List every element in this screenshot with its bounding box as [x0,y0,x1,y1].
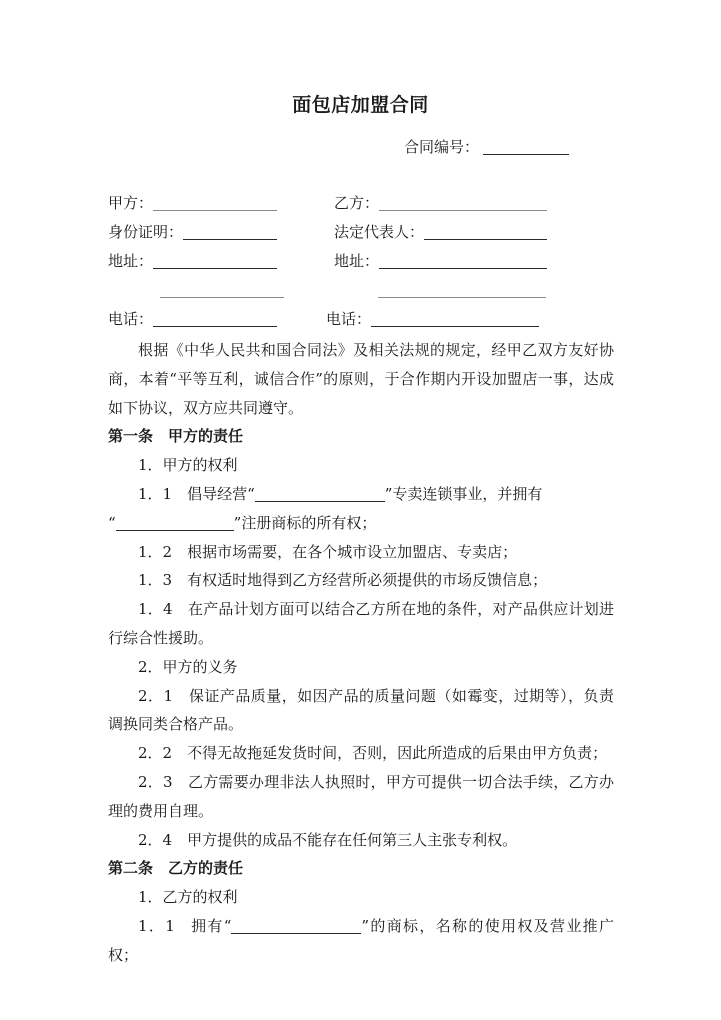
party-b-address-field [334,251,547,271]
party-a-address-line2-input[interactable] [160,297,284,298]
party-b-name-field [334,193,547,213]
contract-number-label: 合同编号： [404,138,480,156]
party-b-name-input[interactable] [379,210,547,211]
party-b-phone-field [326,309,539,329]
party-a-phone-input[interactable] [153,326,277,327]
party-b-address-label: 地址： [334,252,380,270]
clause-1-3: 1．3 有权适时地得到乙方经营所必须提供的市场反馈信息； [138,571,548,590]
party-a-name-field [108,193,277,213]
clause-1-1-text-d: ”注册商标的所有权； [233,513,377,532]
clause-1-2: 1．2 根据市场需要，在各个城市设立加盟店、专卖店； [138,542,518,561]
section-1-duties-title: 2．甲方的义务 [138,657,238,676]
table-row [0,193,721,222]
section-2-rights-title: 1．乙方的权利 [138,888,238,907]
clause-1-1-text-b: ”专卖连锁事业，并拥有 [384,484,543,503]
party-a-address-field [108,251,277,271]
party-b-address-line2-input[interactable] [378,297,546,298]
party-a-name-input[interactable] [153,210,277,211]
party-a-phone-label: 电话： [108,310,154,328]
table-row [0,222,721,251]
section-1-rights-title: 1．甲方的权利 [138,456,238,475]
party-b-phone-input[interactable] [371,326,539,327]
party-b-address-line2-field [378,280,546,300]
party-a-address-input[interactable] [153,268,277,269]
clause-2-3: 2．3 乙方需要办理非法人执照时，甲方可提供一切合法手续，乙方办理的费用自理。 [108,772,614,820]
contract-number-input[interactable] [483,154,569,155]
clause-1-1-text-a: 倡导经营“ [187,484,255,503]
clause-1-1-blank-2[interactable] [116,530,234,531]
table-row [0,309,721,338]
party-b-address-input[interactable] [379,268,547,269]
table-row [0,280,721,309]
clause-1-1-text-c: “ [108,513,116,532]
contract-body [108,336,614,970]
clause-1-4: 1．4 在产品计划方面可以结合乙方所在地的条件，对产品供应计划进行综合性援助。 [108,600,614,647]
clause-2-2: 2．2 不得无故拖延发货时间，否则，因此所造成的后果由甲方负责； [138,744,608,763]
party-a-name-label: 甲方： [108,194,154,212]
clause-b-1-1 [108,912,614,970]
page-title: 面包店加盟合同 [292,94,429,116]
clause-b-1-1-blank[interactable] [231,933,361,934]
party-a-id-field [108,222,277,242]
clause-2-1: 2．1 保证产品质量，如因产品的质量问题（如霉变，过期等），负责调换同类合格产品。 [108,686,614,734]
party-a-address-line2-field [160,280,284,300]
party-a-address-label: 地址： [108,252,154,270]
party-b-phone-label: 电话： [326,310,372,328]
party-b-legal-rep-label: 法定代表人： [334,223,425,241]
party-b-name-label: 乙方： [334,194,380,212]
article-1-heading: 第一条 甲方的责任 [108,427,244,446]
party-b-legal-rep-input[interactable] [424,239,547,240]
contract-number-line [404,136,569,158]
clause-1-1 [108,480,614,538]
clause-b-1-1-number: 1．1 [138,916,175,935]
clause-1-1-blank-1[interactable] [255,501,385,502]
party-a-phone-field [108,309,277,329]
party-a-id-label: 身份证明： [108,223,184,241]
preamble-paragraph: 根据《中华人民共和国合同法》及相关法规的规定，经甲乙双方友好协商，本着“平等互利，诚信合作”的原则，于合作期内开设加盟店一事，达成如下协议，双方应共同遵守。 [108,341,614,417]
clause-1-1-number: 1．1 [138,484,173,503]
party-a-id-input[interactable] [183,239,277,240]
party-b-legal-rep-field [334,222,547,242]
clause-b-1-1-text-a: 拥有“ [189,916,232,935]
clause-2-4: 2．4 甲方提供的成品不能存在任何第三人主张专利权。 [138,830,518,849]
article-2-heading: 第二条 乙方的责任 [108,859,244,878]
clause-b-1-1-text-b: ”的商标，名称的使用权及营业推广权； [108,916,614,964]
parties-block [0,193,721,331]
table-row [0,251,721,280]
